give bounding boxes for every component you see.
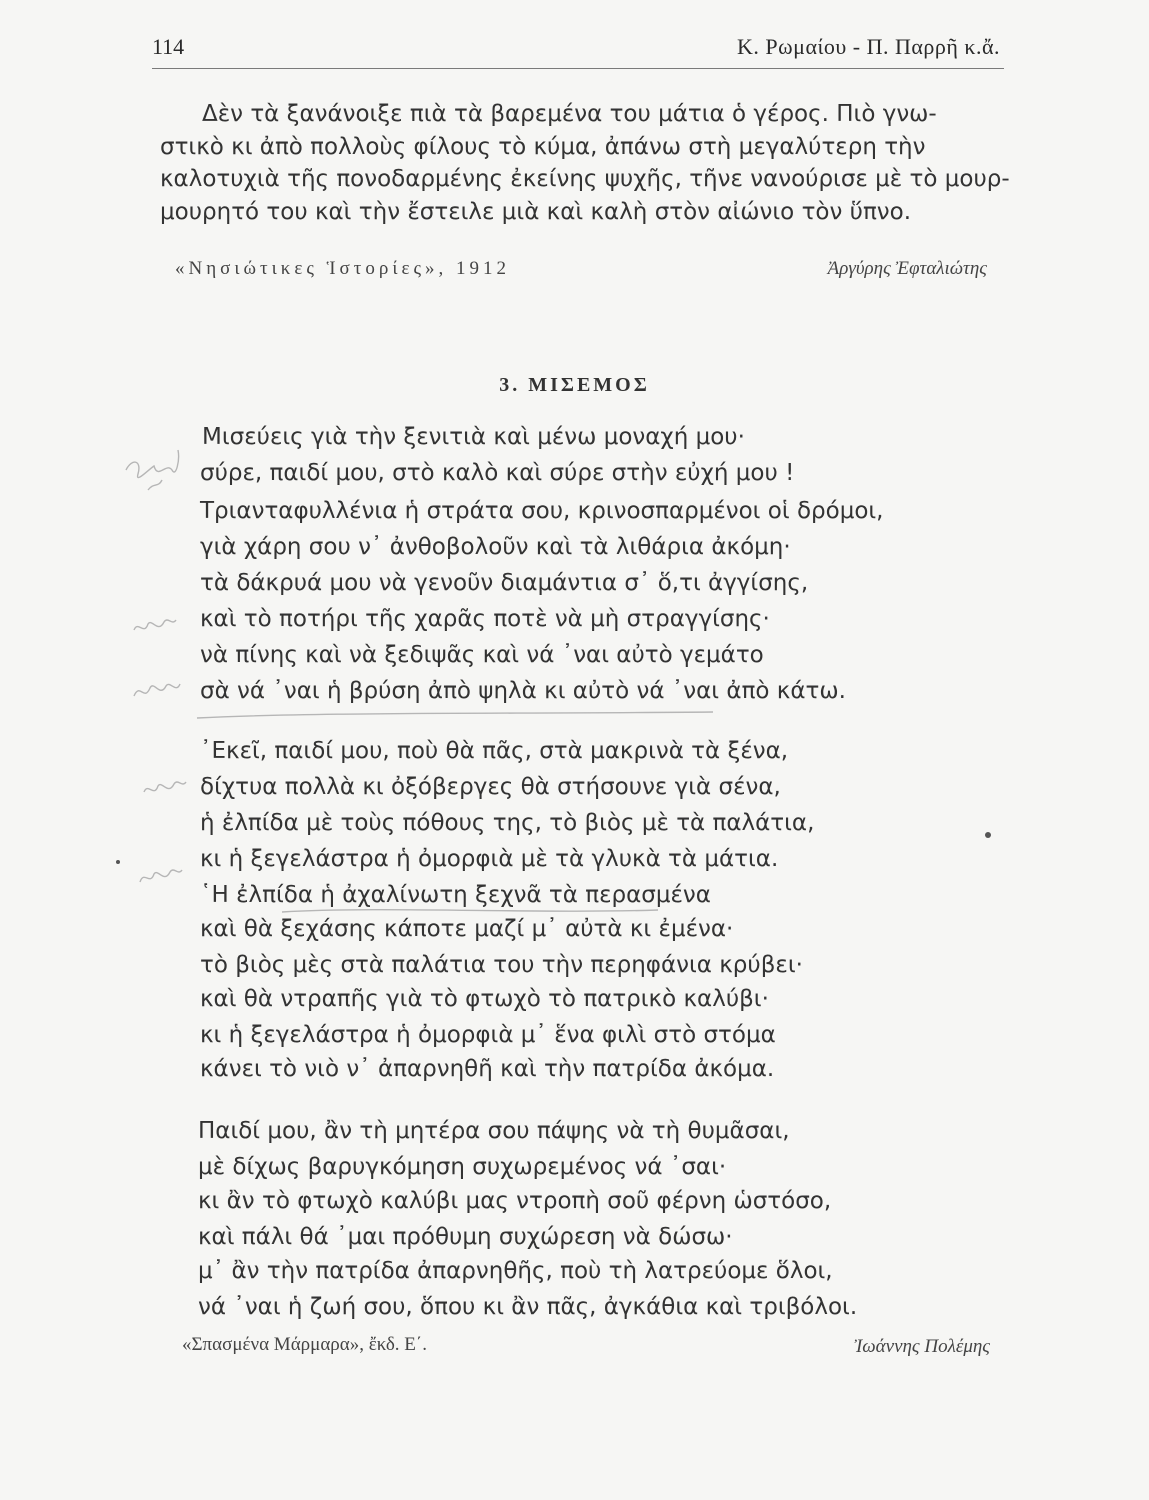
source-title: «Νησιώτικες Ἱστορίες», 1912 <box>175 258 510 279</box>
source-author: Ἀργύρης Ἐφταλιώτης <box>827 258 987 279</box>
footer-author: Ἰωάννης Πολέμης <box>854 1336 990 1357</box>
poem-line: καὶ θὰ ξεχάσης κάποτε μαζί μ᾿ αὐτὰ κι ἐμένα· <box>200 916 734 942</box>
prose-source-citation <box>175 258 1005 286</box>
ink-dot <box>116 860 120 864</box>
margin-pencil-mark <box>140 774 190 804</box>
footer-source: «Σπασμένα Μάρμαρα», ἔκδ. Ε΄. <box>182 1334 427 1355</box>
poem-line: γιὰ χάρη σου ν᾿ ἀνθοβολοῦν καὶ τὰ λιθάρια ἀκόμη· <box>200 534 791 560</box>
poem-line: σύρε, παιδί μου, στὸ καλὸ καὶ σύρε στὴν εὐχή μου ! <box>200 460 795 486</box>
poem-line: κι ἡ ξεγελάστρα ἡ ὀμορφιὰ μ᾿ ἕνα φιλὶ στὸ στόμα <box>200 1022 776 1048</box>
poem-line: σὰ νά ᾿ναι ἡ βρύση ἀπὸ ψηλὰ κι αὐτὸ νά ᾿ναι ἀπὸ κάτω. <box>200 678 846 704</box>
poem-line: καὶ πάλι θά ᾿μαι πρόθυμη συχώρεση νὰ δώσω· <box>198 1224 733 1250</box>
page-header <box>152 30 1004 69</box>
poem-line: Παιδί μου, ἂν τὴ μητέρα σου πάψης νὰ τὴ θυμᾶσαι, <box>198 1118 790 1144</box>
poem-line: Μισεύεις γιὰ τὴν ξενιτιὰ καὶ μένω μοναχή μου· <box>202 424 745 450</box>
running-head: Κ. Ρωμαίου - Π. Παρρῆ κ.ἄ. <box>737 34 1000 59</box>
prose-line: στικὸ κι ἀπὸ πολλοὺς φίλους τὸ κύμα, ἀπάνω στὴ μεγαλύτερη τὴν <box>160 133 926 160</box>
prose-line: καλοτυχιὰ τῆς πονοδαρμένης ἐκείνης ψυχῆς, τῆνε νανούρισε μὲ τὸ μουρ- <box>160 166 1010 193</box>
poem-line: κι ἡ ξεγελάστρα ἡ ὀμορφιὰ μὲ τὰ γλυκὰ τὰ μάτια. <box>200 846 779 872</box>
poem-line: καὶ θὰ ντραπῆς γιὰ τὸ φτωχὸ τὸ πατρικὸ καλύβι· <box>200 986 769 1012</box>
poem-line: ῾Η ἐλπίδα ἡ ἀχαλίνωτη ξεχνᾶ τὰ περασμένα <box>200 882 711 908</box>
poem-line: μὲ δίχως βαρυγκόμηση συχωρεμένος νά ᾿σαι· <box>198 1154 727 1180</box>
poem-line: νὰ πίνης καὶ νὰ ξεδιψᾶς καὶ νά ᾿ναι αὐτὸ γεμάτο <box>200 642 764 668</box>
poem-line: δίχτυα πολλὰ κι ὀξόβεργες θὰ στήσουνε γιὰ σένα, <box>200 774 781 800</box>
margin-pencil-mark <box>136 862 186 892</box>
margin-pencil-mark <box>118 440 188 500</box>
margin-pencil-mark <box>130 612 180 642</box>
poem-line: κι ἂν τὸ φτωχὸ καλύβι μας ντροπὴ σοῦ φέρνη ὡστόσο, <box>198 1188 832 1214</box>
margin-pencil-mark <box>130 676 185 706</box>
prose-line: Δὲν τὰ ξανάνοιξε πιὰ τὰ βαρεμένα του μάτια ὁ γέρος. Πιὸ γνω- <box>202 101 937 127</box>
margin-pencil-mark <box>280 904 660 918</box>
poem-line: καὶ τὸ ποτήρι τῆς χαρᾶς ποτὲ νὰ μὴ στραγγίσης· <box>200 606 770 632</box>
poem-line: τὸ βιὸς μὲς στὰ παλάτια του τὴν περηφάνια κρύβει· <box>200 952 803 978</box>
prose-line: μουρητό του καὶ τὴν ἔστειλε μιὰ καὶ καλὴ στὸν αἰώνιο τὸν ὕπνο. <box>160 198 912 225</box>
ink-dot <box>985 832 991 838</box>
poem-line: νά ᾿ναι ἡ ζωή σου, ὅπου κι ἂν πᾶς, ἀγκάθια καὶ τριβόλοι. <box>198 1294 858 1320</box>
page-number: 114 <box>152 34 185 59</box>
prose-paragraph <box>160 98 1010 228</box>
poem-line: ᾿Εκεῖ, παιδί μου, ποὺ θὰ πᾶς, στὰ μακρινὰ τὰ ξένα, <box>200 738 789 764</box>
margin-pencil-mark <box>195 708 715 722</box>
poem-line: Τριανταφυλλένια ἡ στράτα σου, κρινοσπαρμένοι οἱ δρόμοι, <box>200 498 884 524</box>
poem-line: ἡ ἐλπίδα μὲ τοὺς πόθους της, τὸ βιὸς μὲ τὰ παλάτια, <box>200 810 815 836</box>
poem-line: κάνει τὸ νιὸ ν᾿ ἀπαρνηθῆ καὶ τὴν πατρίδα ἀκόμα. <box>200 1056 775 1082</box>
poem-source-citation <box>182 1334 1002 1364</box>
poem-line: τὰ δάκρυά μου νὰ γενοῦν διαμάντια σ᾿ ὅ,τι ἀγγίσης, <box>200 570 809 596</box>
poem-line: μ᾿ ἂν τὴν πατρίδα ἀπαρνηθῆς, ποὺ τὴ λατρεύομε ὅλοι, <box>198 1258 833 1284</box>
poem-heading: 3. ΜΙΣΕΜΟΣ <box>499 374 650 396</box>
